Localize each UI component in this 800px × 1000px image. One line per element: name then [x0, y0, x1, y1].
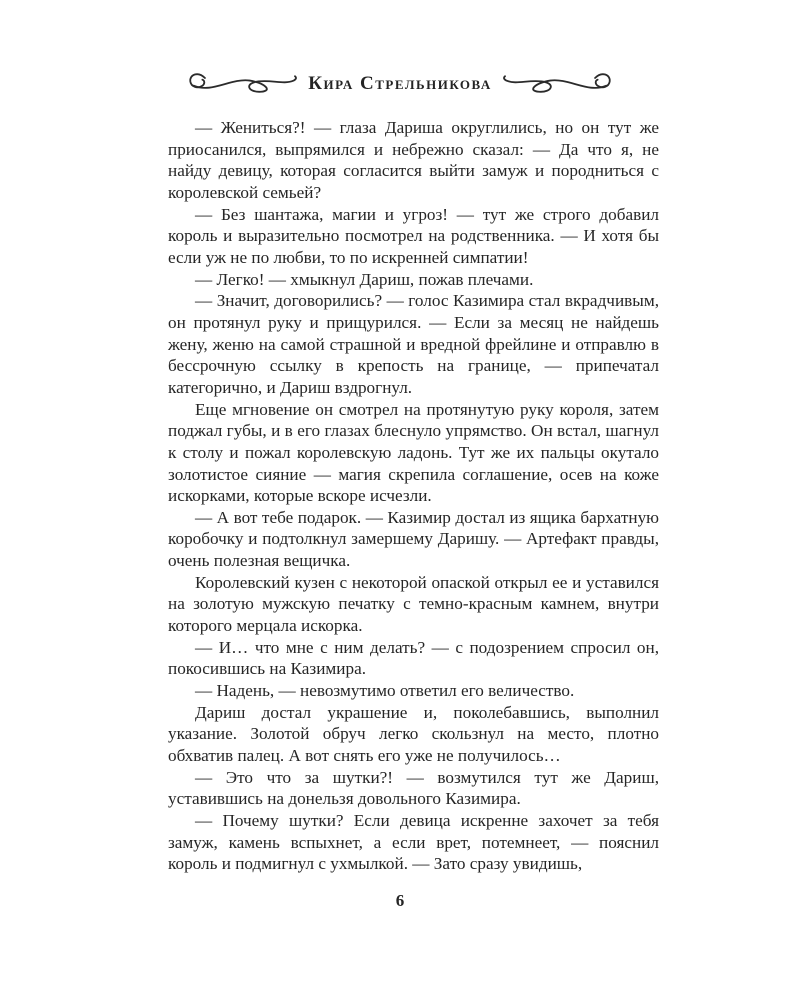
paragraph-8: — И… что мне с ним делать? — с подозрением спросил он, покосившись на Казимира. [168, 637, 659, 679]
paragraph-5: Еще мгновение он смотрел на протянутую руку короля, затем поджал губы, и в его глазах блеснуло упрямство. Он встал, шагнул к столу и пожал королевскую ладонь. Тут же их пальцы окутало золотистое сияние — магия скрепила соглашение, осев на коже искорками, которые вскоре исчезли. [168, 399, 659, 506]
paragraph-9: — Надень, — невозмутимо ответил его величество. [195, 681, 575, 701]
body-text [168, 117, 659, 875]
paragraph-10: Дариш достал украшение и, поколебавшись, выполнил указание. Золотой обруч легко скользнул на место, плотно обхватив палец. А вот снять его уже не получилось… [168, 702, 659, 766]
paragraph-4: — Значит, договорились? — голос Казимира стал вкрадчивым, он протянул руку и прищурился. — Если за месяц не найдешь жену, женю на самой страшной и вредной фрейлине и отправлю в бессрочную ссылку в крепость на границе, — припечатал категорично, и Дариш вздрогнул. [168, 291, 659, 397]
author-name: Кира Стрельникова [308, 73, 492, 94]
page-header [0, 66, 800, 102]
paragraph-7: Королевский кузен с некоторой опаской открыл ее и уставился на золотую мужскую печатку с темно-красным камнем, внутри которого мерцала искорка. [168, 572, 659, 636]
paragraph-1: — Жениться?! — глаза Дариша округлились, но он тут же приосанился, выпрямился и небрежно сказал: — Да что я, не найду девицу, которая согласится выйти замуж и породниться с королевской семьей? [168, 118, 659, 202]
paragraph-12: — Почему шутки? Если девица искренне захочет за тебя замуж, камень вспыхнет, а если врет, потемнеет, — пояснил король и подмигнул с ухмылкой. — Зато сразу увидишь, [168, 811, 659, 874]
page-footer [0, 891, 800, 911]
paragraph-11: — Это что за шутки?! — возмутился тут же Дариш, уставившись на донельзя довольного Казимира. [168, 767, 659, 809]
flourish-left-ornament [186, 68, 298, 100]
flourish-right-ornament [502, 68, 614, 100]
paragraph-2: — Без шантажа, магии и угроз! — тут же строго добавил король и выразительно посмотрел на родственника. — И хотя бы если уж не по любви, то по искренней симпатии! [168, 204, 659, 267]
paragraph-3: — Легко! — хмыкнул Дариш, пожав плечами. [195, 269, 534, 289]
paragraph-6: — А вот тебе подарок. — Казимир достал из ящика бархатную коробочку и подтолкнул замершему Даришу. — Артефакт правды, очень полезная вещичка. [168, 507, 659, 571]
page-number: 6 [395, 891, 405, 910]
